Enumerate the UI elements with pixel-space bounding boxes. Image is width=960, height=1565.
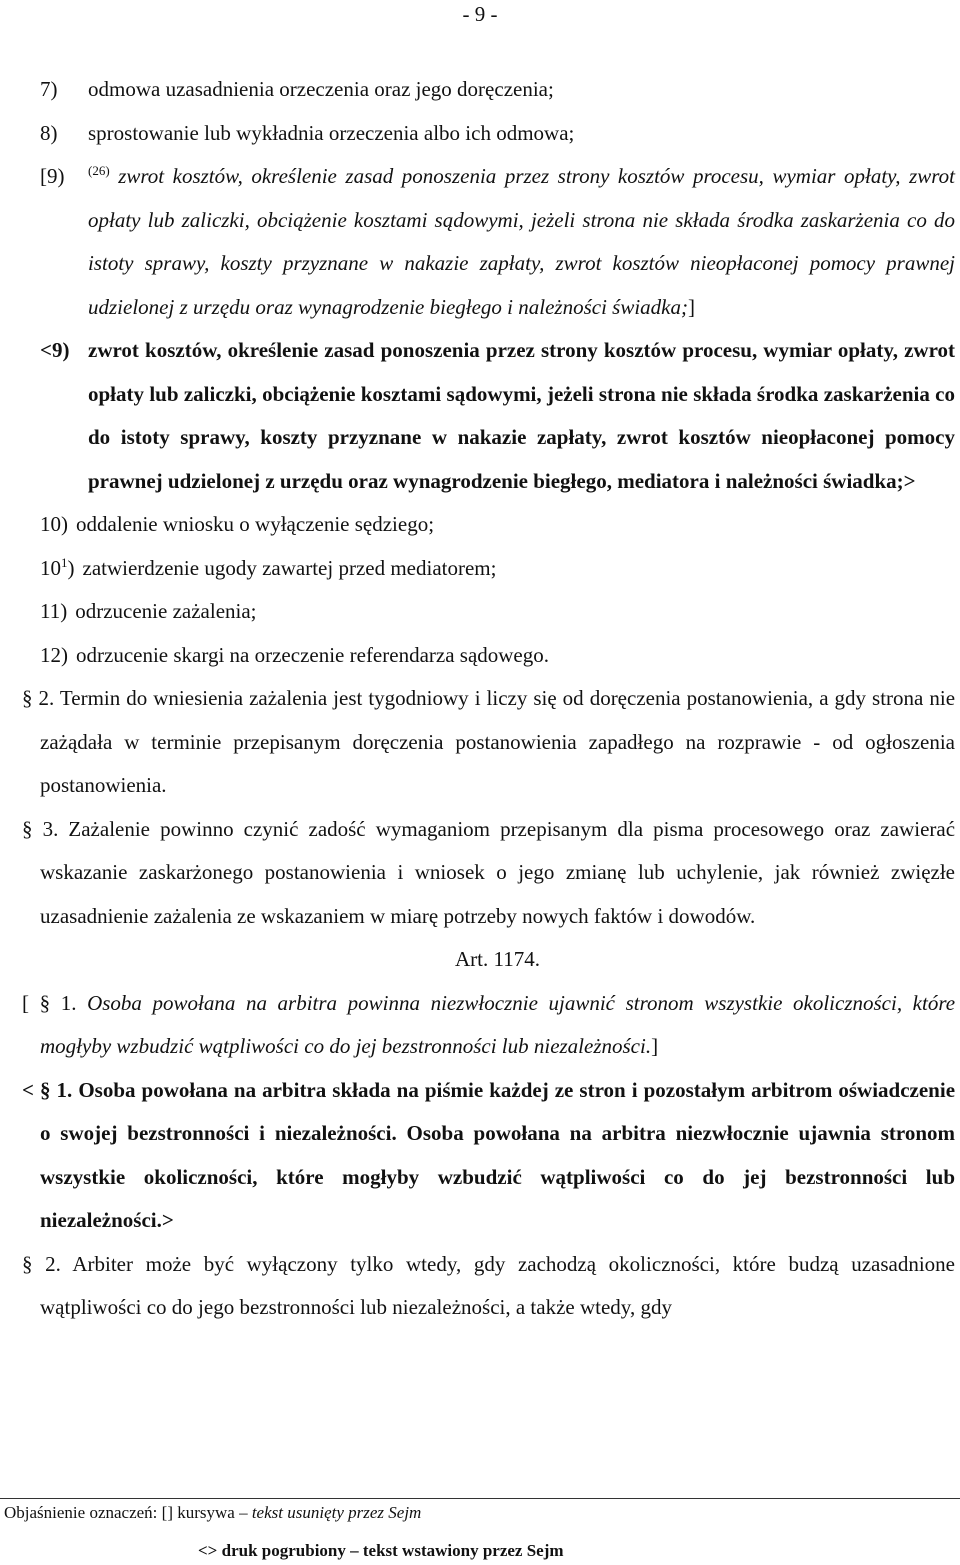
section-sign: § <box>39 990 51 1015</box>
section-number: 1. <box>60 990 77 1015</box>
item-text: odrzucenie skargi na orzeczenie referendarza sądowego. <box>76 642 550 667</box>
list-item-7 <box>40 68 955 112</box>
list-item-11 <box>40 590 955 634</box>
item-text-added: zwrot kosztów, określenie zasad ponoszenia przez strony kosztów procesu, wymiar opłaty, zwrot opłaty lub zaliczki, obciążenie kosztami sądowymi, jeżeli strona nie składa środka zaskarżenia co do istoty sprawy, koszty przyznane w nakazie zapłaty, zwrot kosztów nieopłaconej pomocy prawnej udzielonej z urzędu oraz wynagrodzenie biegłego, mediatora i należności świadka;> <box>88 338 955 493</box>
list-item-9-added <box>40 329 955 503</box>
section-text-deleted: Osoba powołana na arbitra powinna niezwłocznie ujawnić stronom wszystkie okoliczności, które mogłyby wzbudzić wątpliwości co do jej bezstronności lub niezależności. <box>40 990 956 1058</box>
section-sign: § <box>22 816 33 841</box>
bracket-close: ] <box>688 294 695 319</box>
item-text: odmowa uzasadnienia orzeczenia oraz jego doręczenia; <box>88 77 554 101</box>
section-2 <box>22 677 956 808</box>
legend-label: Objaśnienie oznaczeń: <box>4 1503 158 1522</box>
list-item-9-deleted <box>40 155 955 329</box>
item-text: sprostowanie lub wykładnia orzeczenia albo ich odmowa; <box>88 120 575 145</box>
section-text-added: Osoba powołana na arbitra składa na piśmie każdej ze stron i pozostałym arbitrom oświadczenie o swojej bezstronności i niezależności. Osoba powołana na arbitra niezwłocznie ujawnia stronom wszystkie okoliczności, które mogłyby wzbudzić wątpliwości co do jej bezstronności lub niezależności.> <box>40 1077 956 1232</box>
section-text: Termin do wniesienia zażalenia jest tygodniowy i liczy się od doręczenia postanowienia, a gdy strona nie zażądała w terminie przepisanym doręczenia postanowienia zapadłego na rozprawie - od ogłoszenia postanowienia. <box>40 686 956 797</box>
item-number: [9) <box>40 164 65 188</box>
section-text: Zażalenie powinno czynić zadość wymaganiom przepisanym dla pisma procesowego oraz zawierać wskazanie zaskarżonego postanowienia i wniosek o jego zmianę lub uchylenie, jak również zwięzłe uzasadnienie zażalenia ze wskazaniem w miarę potrzeby nowych faktów i dowodów. <box>40 816 956 928</box>
item-text: odrzucenie zażalenia; <box>75 599 257 623</box>
bracket-close: ] <box>651 1034 659 1058</box>
list-item-10 <box>40 503 955 547</box>
bracket-open: [ <box>22 990 29 1015</box>
section-text: Arbiter może być wyłączony tylko wtedy, gdy zachodzą okoliczności, które budzą uzasadnione wątpliwości co do jego bezstronności lub niezależności, a także wtedy, gdy <box>40 1251 956 1319</box>
item-number: 7) <box>40 77 58 101</box>
item-number: 12) <box>40 642 68 667</box>
page-number: - 9 - <box>462 2 498 26</box>
footer-legend <box>0 1498 960 1560</box>
item-number: <9) <box>40 338 70 362</box>
article-heading: Art. 1174. <box>455 947 540 971</box>
section-number: 2. <box>38 686 55 710</box>
section-sign: § <box>22 686 33 710</box>
item-number: 10) <box>40 512 68 536</box>
legend-deleted-marker: [] kursywa <box>161 1503 235 1522</box>
section-number: 1. <box>56 1077 73 1102</box>
item-text: oddalenie wniosku o wyłączenie sędziego; <box>76 512 435 536</box>
item-number: 10 <box>40 555 61 580</box>
document-body <box>22 68 956 1330</box>
item-text: zatwierdzenie ugody zawartej przed mediatorem; <box>82 555 497 580</box>
section-3 <box>22 808 956 939</box>
section-sign: § <box>40 1077 51 1102</box>
item-number: 11) <box>40 599 68 623</box>
section-number: 3. <box>42 816 59 841</box>
legend-dash: – <box>239 1503 248 1522</box>
list-item-8 <box>40 112 955 156</box>
article-section-2 <box>22 1243 956 1330</box>
footnote-ref: (26) <box>88 163 110 178</box>
bracket-open: < <box>22 1077 34 1102</box>
list-item-10-1 <box>40 547 955 591</box>
item-number-sup: 1 <box>61 554 68 570</box>
section-sign: § <box>22 1251 33 1276</box>
legend-line-1 <box>4 1503 421 1523</box>
item-number-close: ) <box>67 555 75 580</box>
legend-line-2: <> druk pogrubiony – tekst wstawiony przez Sejm <box>198 1541 564 1560</box>
item-number: 8) <box>40 120 58 145</box>
list-item-12 <box>40 634 955 678</box>
legend-deleted-text: tekst usunięty przez Sejm <box>251 1503 422 1522</box>
item-text-deleted: zwrot kosztów, określenie zasad ponoszenia przez strony kosztów procesu, wymiar opłaty, zwrot opłaty lub zaliczki, obciążenie kosztami sądowymi, jeżeli strona nie składa środka zaskarżenia co do istoty sprawy, koszty przyznane w nakazie zapłaty, zwrot kosztów nieopłaconej pomocy prawnej udzielonej z urzędu oraz wynagrodzenie biegłego i należności świadka; <box>88 164 955 319</box>
section-number: 2. <box>45 1251 61 1276</box>
article-section-1-deleted <box>22 982 956 1069</box>
article-section-1-added <box>22 1069 956 1243</box>
